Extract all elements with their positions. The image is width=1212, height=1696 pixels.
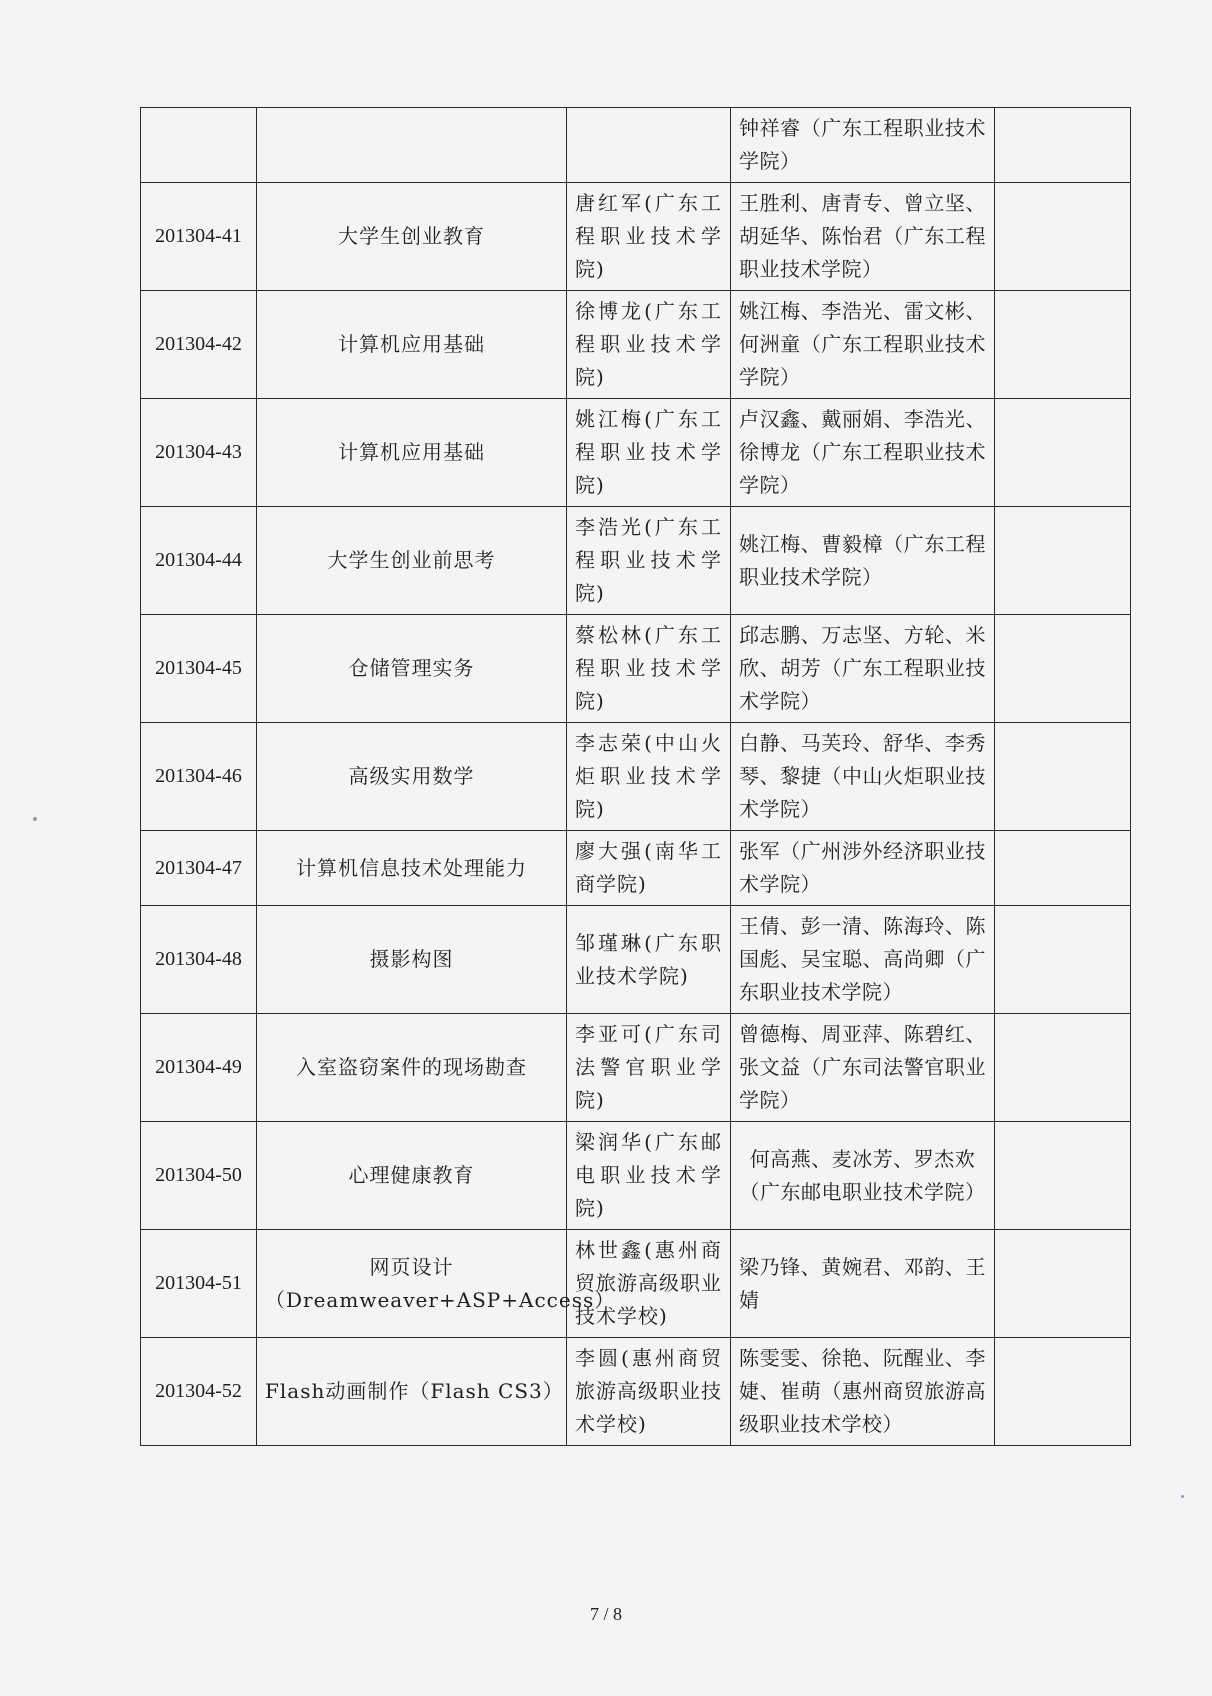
remark-cell: [995, 1338, 1131, 1446]
project-id-cell: [141, 291, 257, 399]
project-id-cell: [141, 507, 257, 615]
course-name-cell: [257, 108, 567, 183]
course-name-cell: [257, 399, 567, 507]
project-id-text: 201304-48: [155, 948, 242, 970]
project-lead-text: 邹瑾琳(广东职业技术学院): [575, 930, 722, 988]
table-row: [141, 399, 1131, 507]
table-row: [141, 1230, 1131, 1338]
table-row: [141, 1338, 1131, 1446]
course-name-text: 高级实用数学: [348, 764, 475, 788]
project-lead-text: 廖大强(南华工商学院): [575, 839, 722, 896]
remark-cell: [995, 108, 1131, 183]
project-id-cell: [141, 723, 257, 831]
remark-cell: [995, 1014, 1131, 1122]
course-name-text: 仓储管理实务: [348, 656, 475, 680]
table-row: [141, 1014, 1131, 1122]
project-id-cell: [141, 183, 257, 291]
team-members-text: 姚江梅、曹毅樟（广东工程职业技术学院）: [739, 531, 986, 589]
course-name-text: 摄影构图: [369, 947, 454, 971]
course-name-text: 心理健康教育: [348, 1163, 475, 1187]
table-row: [141, 723, 1131, 831]
project-lead-cell: [567, 615, 731, 723]
team-members-cell: [731, 831, 995, 906]
course-name-cell: [257, 1338, 567, 1446]
project-lead-cell: [567, 399, 731, 507]
document-page: [140, 107, 1130, 1446]
team-members-cell: [731, 1338, 995, 1446]
course-name-text: 入室盗窃案件的现场勘查: [296, 1055, 527, 1079]
project-id-text: 201304-41: [155, 225, 242, 247]
team-members-cell: [731, 723, 995, 831]
project-lead-text: 李浩光(广东工程职业技术学院): [575, 515, 722, 605]
project-lead-text: 徐博龙(广东工程职业技术学院): [575, 299, 722, 389]
project-lead-text: 李志荣(中山火炬职业技术学院): [575, 731, 722, 821]
team-members-text: 张军（广州涉外经济职业技术学院）: [739, 839, 986, 896]
project-lead-cell: [567, 723, 731, 831]
project-lead-text: 蔡松林(广东工程职业技术学院): [575, 623, 722, 713]
course-name-cell: [257, 1122, 567, 1230]
team-members-text: 邱志鹏、万志坚、方轮、米欣、胡芳（广东工程职业技术学院）: [739, 623, 986, 713]
course-name-text: Flash动画制作（Flash CS3）: [265, 1379, 564, 1403]
team-members-text: 何高燕、麦冰芳、罗杰欢（广东邮电职业技术学院）: [739, 1146, 986, 1204]
project-id-cell: [141, 1122, 257, 1230]
team-members-text: 王胜利、唐青专、曾立坚、胡延华、陈怡君（广东工程职业技术学院）: [739, 191, 986, 281]
team-members-text: 陈雯雯、徐艳、阮醒业、李婕、崔萌（惠州商贸旅游高级职业技术学校）: [739, 1346, 986, 1436]
remark-cell: [995, 291, 1131, 399]
remark-cell: [995, 831, 1131, 906]
course-name-cell: [257, 183, 567, 291]
course-name-text: 网页设计（Dreamweaver+ASP+Access）: [265, 1254, 616, 1312]
course-name-cell: [257, 291, 567, 399]
table-row: [141, 1122, 1131, 1230]
course-name-cell: [257, 507, 567, 615]
table-row: [141, 507, 1131, 615]
project-lead-text: 李亚可(广东司法警官职业学院): [575, 1022, 722, 1112]
table-row: [141, 108, 1131, 183]
project-id-text: 201304-43: [155, 441, 242, 463]
project-id-cell: [141, 108, 257, 183]
page-number: 7 / 8: [589, 1604, 622, 1624]
team-members-cell: [731, 615, 995, 723]
team-members-cell: [731, 108, 995, 183]
team-members-text: 姚江梅、李浩光、雷文彬、何洲童（广东工程职业技术学院）: [739, 299, 986, 389]
team-members-text: 王倩、彭一清、陈海玲、陈国彪、吴宝聪、高尚卿（广东职业技术学院）: [739, 914, 986, 1004]
scan-speck: [1181, 1495, 1184, 1498]
course-name-cell: [257, 906, 567, 1014]
team-members-text: 白静、马芙玲、舒华、李秀琴、黎捷（中山火炬职业技术学院）: [739, 731, 986, 821]
project-id-text: 201304-46: [155, 765, 242, 787]
course-name-text: 计算机应用基础: [338, 440, 485, 464]
course-name-cell: [257, 1014, 567, 1122]
project-id-cell: [141, 399, 257, 507]
course-name-text: 大学生创业前思考: [327, 548, 496, 572]
project-lead-text: 梁润华(广东邮电职业技术学院): [575, 1130, 722, 1220]
project-id-text: 201304-49: [155, 1056, 242, 1078]
project-table-body: [141, 108, 1131, 1446]
scan-speck: [33, 817, 37, 821]
project-lead-text: 林世鑫(惠州商贸旅游高级职业技术学校): [575, 1238, 722, 1328]
project-id-text: 201304-44: [155, 549, 242, 571]
project-id-text: 201304-47: [155, 856, 242, 879]
team-members-cell: [731, 183, 995, 291]
team-members-cell: [731, 1230, 995, 1338]
remark-cell: [995, 399, 1131, 507]
project-lead-cell: [567, 291, 731, 399]
project-lead-cell: [567, 183, 731, 291]
course-name-text: 计算机信息技术处理能力: [296, 855, 527, 880]
project-lead-cell: [567, 831, 731, 906]
project-id-text: 201304-45: [155, 657, 242, 679]
team-members-text: 卢汉鑫、戴丽娟、李浩光、徐博龙（广东工程职业技术学院）: [739, 407, 986, 497]
project-table: [140, 107, 1131, 1446]
project-id-text: 201304-50: [155, 1164, 242, 1186]
team-members-cell: [731, 1014, 995, 1122]
project-id-cell: [141, 615, 257, 723]
table-row: [141, 831, 1131, 906]
project-id-cell: [141, 1014, 257, 1122]
table-row: [141, 906, 1131, 1014]
course-name-cell: [257, 723, 567, 831]
course-name-text: 计算机应用基础: [338, 332, 485, 356]
project-id-text: 201304-52: [155, 1380, 242, 1402]
team-members-cell: [731, 906, 995, 1014]
course-name-text: 大学生创业教育: [338, 224, 485, 248]
remark-cell: [995, 1122, 1131, 1230]
project-lead-cell: [567, 906, 731, 1014]
table-row: [141, 615, 1131, 723]
project-id-text: 201304-51: [155, 1272, 242, 1294]
remark-cell: [995, 723, 1131, 831]
team-members-cell: [731, 1122, 995, 1230]
team-members-text: 钟祥睿（广东工程职业技术学院）: [739, 116, 986, 173]
course-name-cell: [257, 615, 567, 723]
team-members-text: 曾德梅、周亚萍、陈碧红、张文益（广东司法警官职业学院）: [739, 1022, 986, 1112]
course-name-cell: [257, 1230, 616, 1338]
project-lead-cell: [567, 1338, 731, 1446]
project-id-cell: [141, 1338, 257, 1446]
project-lead-cell: [567, 1230, 731, 1338]
project-lead-cell: [567, 108, 731, 183]
course-name-cell: [257, 831, 567, 906]
team-members-cell: [731, 399, 995, 507]
remark-cell: [995, 507, 1131, 615]
team-members-text: 梁乃锋、黄婉君、邓韵、王婧: [739, 1254, 986, 1312]
project-id-text: 201304-42: [155, 333, 242, 355]
project-lead-cell: [567, 507, 731, 615]
project-id-cell: [141, 831, 257, 906]
team-members-cell: [731, 291, 995, 399]
project-lead-text: 李圆(惠州商贸旅游高级职业技术学校): [575, 1346, 722, 1436]
remark-cell: [995, 906, 1131, 1014]
remark-cell: [995, 615, 1131, 723]
remark-cell: [995, 183, 1131, 291]
table-row: [141, 291, 1131, 399]
project-id-cell: [141, 906, 257, 1014]
project-id-cell: [141, 1230, 257, 1338]
project-lead-cell: [567, 1014, 731, 1122]
table-row: [141, 183, 1131, 291]
project-lead-cell: [567, 1122, 731, 1230]
team-members-cell: [731, 507, 995, 615]
project-lead-text: 姚江梅(广东工程职业技术学院): [575, 407, 722, 497]
remark-cell: [995, 1230, 1131, 1338]
project-lead-text: 唐红军(广东工程职业技术学院): [575, 191, 722, 281]
